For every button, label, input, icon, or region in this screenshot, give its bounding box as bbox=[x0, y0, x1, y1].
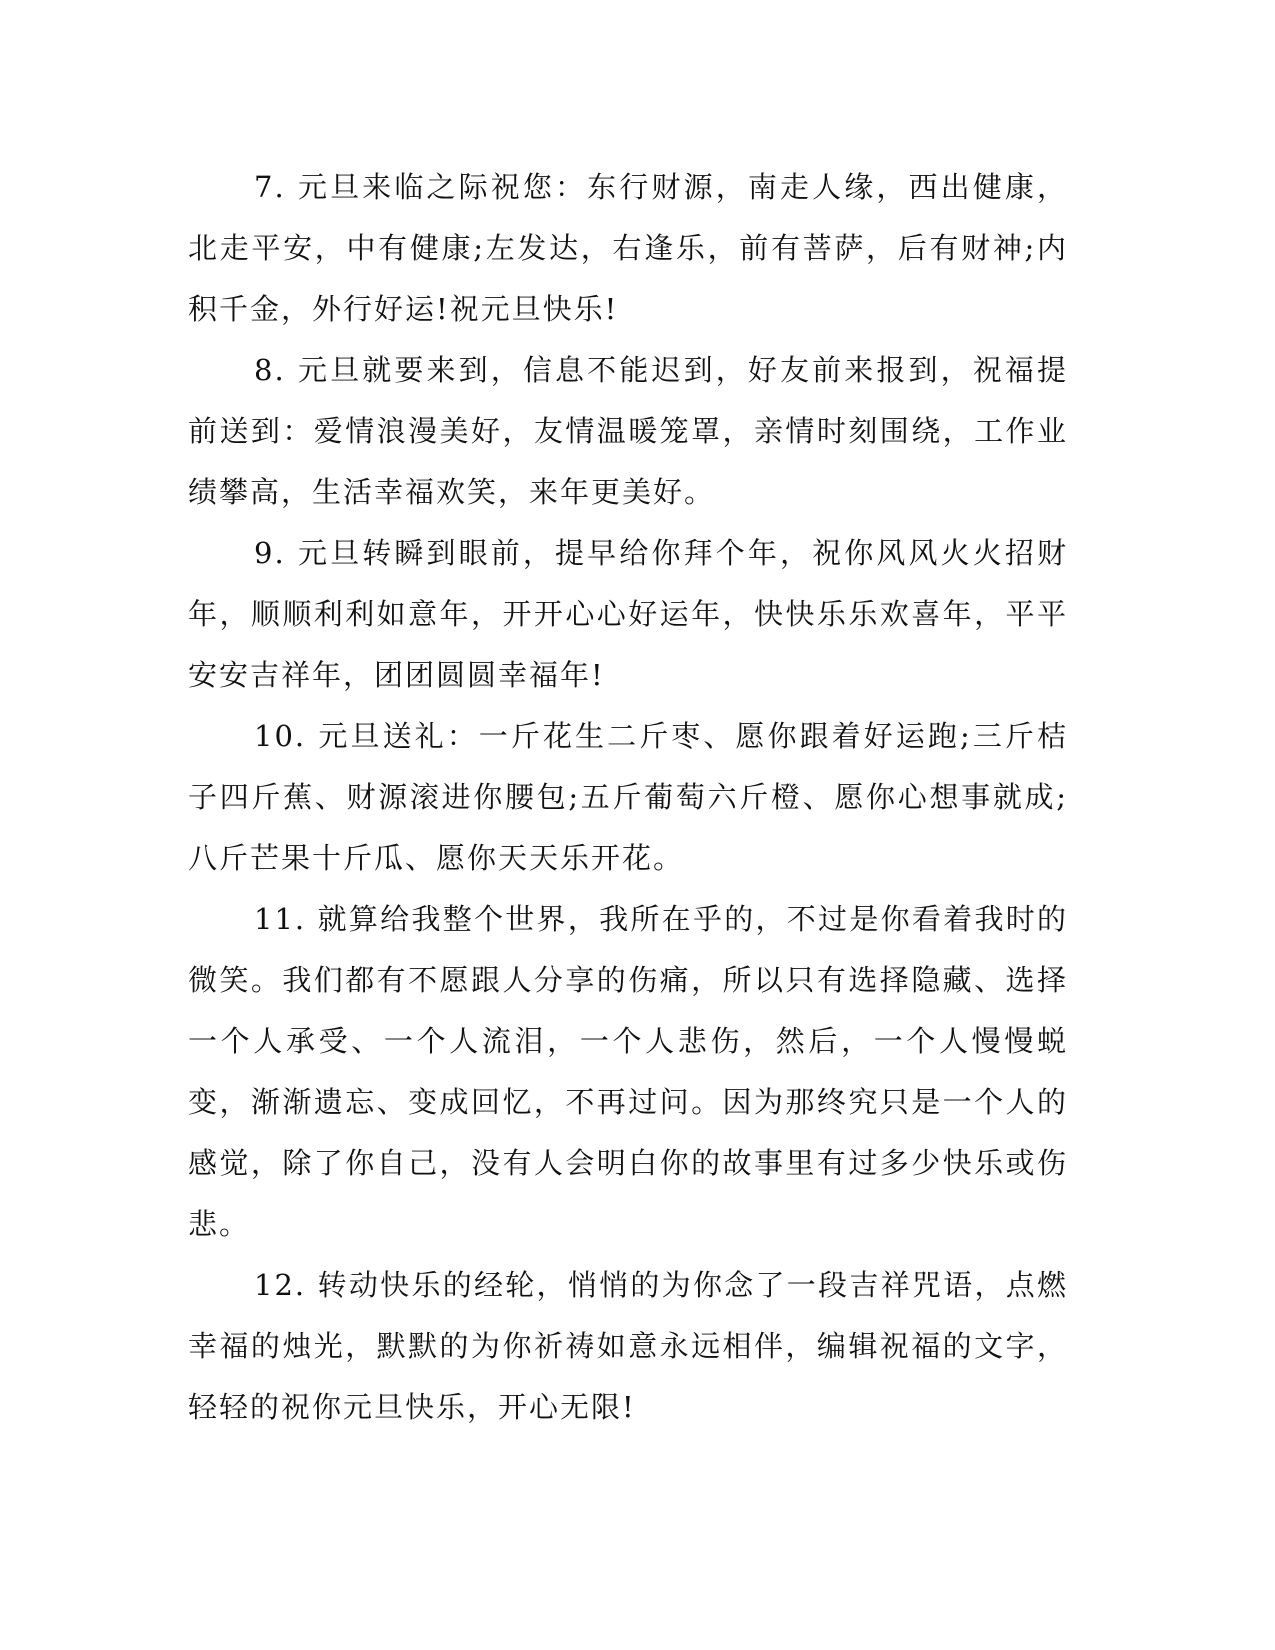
paragraph-10: 10. 元旦送礼：一斤花生二斤枣、愿你跟着好运跑;三斤桔子四斤蕉、财源滚进你腰包;五斤葡萄六斤橙、愿你心想事就成;八斤芒果十斤瓜、愿你天天乐开花。 bbox=[188, 719, 1068, 875]
paragraph-7: 7. 元旦来临之际祝您：东行财源，南走人缘，西出健康，北走平安，中有健康;左发达，右逢乐，前有菩萨，后有财神;内积千金，外行好运!祝元旦快乐! bbox=[188, 170, 1068, 326]
paragraph-12: 12. 转动快乐的经轮，悄悄的为你念了一段吉祥咒语，点燃幸福的烛光，默默的为你祈祷如意永远相伴，编辑祝福的文字，轻轻的祝你元旦快乐，开心无限! bbox=[188, 1268, 1068, 1424]
document-body bbox=[188, 157, 1068, 1438]
paragraph-9: 9. 元旦转瞬到眼前，提早给你拜个年，祝你风风火火招财年，顺顺利利如意年，开开心心好运年，快快乐乐欢喜年，平平安安吉祥年，团团圆圆幸福年! bbox=[188, 536, 1068, 692]
paragraph-11: 11. 就算给我整个世界，我所在乎的，不过是你看着我时的微笑。我们都有不愿跟人分享的伤痛，所以只有选择隐藏、选择一个人承受、一个人流泪，一个人悲伤，然后，一个人慢慢蜕变，渐渐遗忘、变成回忆，不再过问。因为那终究只是一个人的感觉，除了你自己，没有人会明白你的故事里有过多少快乐或伤悲。 bbox=[188, 902, 1068, 1241]
paragraph-8: 8. 元旦就要来到，信息不能迟到，好友前来报到，祝福提前送到：爱情浪漫美好，友情温暖笼罩，亲情时刻围绕，工作业绩攀高，生活幸福欢笑，来年更美好。 bbox=[188, 353, 1068, 509]
